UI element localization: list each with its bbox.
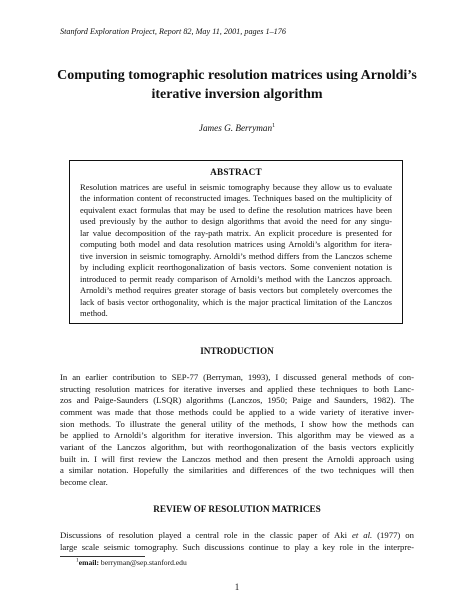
review-body (60, 530, 414, 553)
abstract-line: introduced to permit ready comparison of Arnoldi’s method with the Lanczos approach. (80, 273, 392, 284)
author (40, 123, 434, 133)
author-footnote-marker: 1 (272, 122, 276, 129)
abstract-line: the information content of reconstructed images. Techniques based on the multiplicity of (80, 193, 392, 204)
title-line-1: Computing tomographic resolution matrices using Arnoldi’s (57, 68, 417, 83)
introduction-heading: INTRODUCTION (200, 346, 274, 356)
footnote-email: berryman@sep.stanford.edu (99, 558, 187, 567)
introduction-line: sion methods. To illustrate the general utility of the methods, I show how the methods can (60, 418, 414, 429)
paper-title (40, 66, 434, 104)
abstract-line: method. (80, 307, 108, 318)
footnote-label: email: (78, 558, 99, 567)
abstract-line: equivalent exact formulas that may be used to define the resolution matrices have been (80, 204, 392, 215)
author-name: James G. Berryman (198, 123, 273, 133)
abstract-heading: ABSTRACT (210, 167, 262, 177)
review-line: large scale seismic tomography. Such discussions continue to play a key role in the interpre- (60, 541, 414, 552)
introduction-line: structing resolution matrices for iterative inverses and applied these techniques to both Lanc- (60, 383, 414, 394)
abstract-line: by including explicit reorthogonalization of basis vectors. Some convenient notation is (80, 262, 392, 273)
abstract-line: lack of basis vector orthogonality, which is the major practical limitation of the Lanczos (80, 296, 392, 307)
footnote-marker: 1 (76, 557, 79, 564)
introduction-line: a similar notation. Hopefully the similarities and differences of the two techniques will then (60, 465, 414, 476)
page-number: 1 (234, 582, 240, 592)
introduction-line: built in. I will first review the Lanczos method and then present the Arnoldi approach using (60, 453, 414, 464)
introduction-line: be applied to Arnoldi’s algorithm for iterative inversion. This algorithm may be viewed as a (60, 430, 414, 441)
abstract-line: tive inversion in seismic tomography. Arnoldi’s method differs from the Lanczos scheme (80, 250, 392, 261)
running-header: Stanford Exploration Project, Report 82, May 11, 2001, pages 1–176 (60, 27, 286, 36)
abstract-body (80, 182, 392, 319)
review-line (60, 530, 414, 542)
abstract-line: Arnoldi’s method requires greater storage of basis vectors but completely overcomes the (80, 285, 392, 296)
abstract-line: used previously by the author to design algorithms that avoid the need for any singu- (80, 216, 392, 227)
abstract-line: Resolution matrices are useful in seismic tomography because they allow us to evaluate (80, 182, 392, 192)
citation-et-al: et al. (352, 530, 373, 540)
abstract-box (69, 160, 403, 324)
introduction-body (60, 372, 414, 489)
review-heading: REVIEW OF RESOLUTION MATRICES (153, 504, 321, 514)
review-line-1-end: (1977) on (372, 530, 414, 540)
footnote-divider (60, 556, 145, 557)
review-line-1-start: Discussions of resolution played a central role in the classic paper of Aki (60, 530, 352, 540)
abstract-line: lar value decomposition of the ray-path matrix. An explicit procedure is presented for (80, 227, 392, 238)
introduction-line: zos and Paige-Saunders (LSQR) algorithms (Lanczos, 1950; Paige and Saunders, 1982). The (60, 395, 414, 406)
introduction-line: become clear. (60, 476, 108, 487)
title-line-2: iterative inversion algorithm (151, 87, 323, 102)
introduction-line: comment was made that those methods could be applied to a wide variety of iterative inver- (60, 406, 414, 417)
footnote (76, 558, 187, 567)
introduction-line: variant of the Lanczos algorithm, but with reorthogonalization of the basis vectors explicitly (60, 441, 414, 452)
abstract-line: computing both model and data resolution matrices using Arnoldi’s algorithm for itera- (80, 239, 392, 250)
introduction-line: In an earlier contribution to SEP-77 (Berryman, 1993), I discussed general methods of con- (60, 372, 414, 382)
